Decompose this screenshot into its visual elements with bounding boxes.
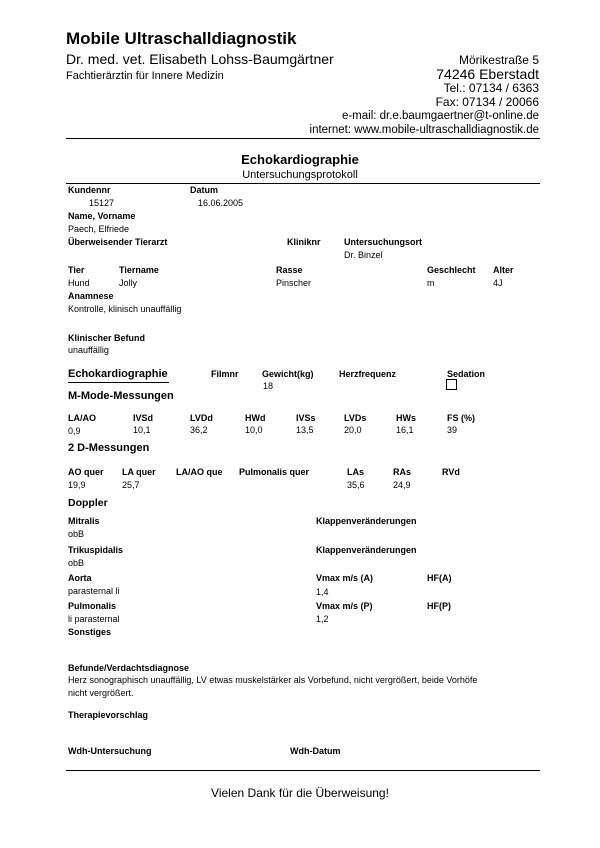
mmode-col-value: 10,1 — [133, 425, 151, 435]
report-title: Echokardiographie — [241, 152, 359, 167]
mmode-col-value: 13,5 — [296, 425, 314, 435]
mmode-col-label: IVSd — [133, 413, 154, 423]
weight-value: 18 — [263, 381, 274, 391]
footer-thanks: Vielen Dank für die Überweisung! — [211, 786, 389, 800]
mmode-heading: M-Mode-Messungen — [68, 390, 174, 402]
exam-location: Dr. Binzel — [344, 250, 383, 260]
sedation-label: Sedation — [447, 369, 486, 379]
2d-col-value: 24,9 — [393, 480, 411, 490]
sex-label: Geschlecht — [427, 265, 476, 275]
age-value: 4J — [493, 278, 503, 288]
echo-heading: Echokardiographie — [68, 368, 168, 380]
2d-col-label: LA/AO que — [176, 467, 223, 477]
tricuspid-label: Trikuspidalis — [68, 545, 124, 555]
2d-col-label: RVd — [442, 467, 460, 477]
aorta-label: Aorta — [68, 573, 92, 583]
mmode-col-label: LVDs — [344, 413, 367, 423]
owner-name: Paech, Elfriede — [68, 224, 130, 234]
mitralis-value: obB — [68, 529, 85, 539]
mmode-col-label: HWs — [396, 413, 416, 423]
mmode-col-value: 39 — [447, 425, 458, 435]
animal-value: Hund — [68, 278, 90, 288]
vmax-a-value: 1,4 — [316, 587, 329, 597]
doctor-name: Dr. med. vet. Elisabeth Lohss-Baumgärtner — [66, 51, 334, 67]
mmode-col-label: IVSs — [296, 413, 316, 423]
2d-heading: 2 D-Messungen — [68, 442, 150, 454]
hfp-label: HF(P) — [427, 601, 451, 611]
2d-col-value: 35,6 — [347, 480, 365, 490]
diagnosis-text-line2: nicht vergrößert. — [68, 688, 134, 698]
followup-date-label: Wdh-Datum — [290, 746, 341, 756]
2d-col-label: LAs — [347, 467, 365, 477]
pulmonalis-value: li parasternal — [68, 614, 120, 624]
vmax-p-value: 1,2 — [316, 614, 329, 624]
aorta-value: parasternal li — [68, 586, 120, 596]
anamnesis-value: Kontrolle, klinisch unauffällig — [68, 304, 182, 314]
breed-label: Rasse — [276, 265, 303, 275]
vmax-a-label: Vmax m/s (A) — [316, 573, 374, 583]
mmode-col-value: 20,0 — [344, 425, 362, 435]
mitralis-label: Mitralis — [68, 516, 100, 526]
address-city: 74246 Eberstadt — [436, 66, 539, 82]
specialty: Fachtierärztin für Innere Medizin — [66, 70, 224, 82]
mmode-col-value: 36,2 — [190, 425, 208, 435]
customer-number: 15127 — [89, 198, 115, 208]
name-label: Name, Vorname — [68, 211, 136, 221]
clinical-finding-value: unauffällig — [68, 345, 109, 355]
clinical-finding-label: Klinischer Befund — [68, 333, 146, 343]
date-value: 16.06.2005 — [198, 198, 244, 208]
mmode-col-label: LVDd — [190, 413, 213, 423]
address-street: Mörikestraße 5 — [458, 53, 539, 67]
sex-value: m — [427, 278, 435, 288]
diagnosis-text-line1: Herz sonographisch unauffällig, LV etwas muskelstärker als Vorbefund, nicht vergrößert, beide Vorhöfe — [68, 675, 478, 685]
footer-divider — [66, 770, 540, 771]
title-divider — [66, 183, 540, 184]
heart-rate-label: Herzfrequenz — [339, 369, 397, 379]
report-subtitle: Untersuchungsprotokoll — [242, 169, 358, 181]
echo-heading-underline — [68, 382, 169, 383]
mmode-col-value: 0,9 — [68, 426, 81, 436]
2d-col-label: AO quer — [68, 467, 104, 477]
vmax-p-label: Vmax m/s (P) — [316, 601, 373, 611]
diagnosis-label: Befunde/Verdachtsdiagnose — [68, 663, 190, 673]
referring-vet-label: Überweisender Tierarzt — [68, 237, 168, 247]
mmode-col-label: HWd — [245, 413, 266, 423]
tricuspid-value: obB — [68, 558, 85, 568]
exam-location-label: Untersuchungsort — [344, 237, 423, 247]
valve-changes-label: Klappenveränderungen — [316, 545, 417, 555]
weight-label: Gewicht(kg) — [262, 369, 314, 379]
therapy-label: Therapievorschlag — [68, 710, 149, 720]
header-divider — [66, 138, 540, 139]
hfa-label: HF(A) — [427, 573, 452, 583]
other-label: Sonstiges — [68, 627, 112, 637]
fax: Fax: 07134 / 20066 — [435, 95, 539, 109]
phone: Tel.: 07134 / 6363 — [443, 81, 539, 95]
2d-col-label: Pulmonalis quer — [239, 467, 310, 477]
animal-label: Tier — [68, 265, 85, 275]
date-label: Datum — [190, 185, 219, 195]
customer-number-label: Kundennr — [68, 185, 111, 195]
clinic-title: Mobile Ultraschalldiagnostik — [66, 29, 297, 48]
mmode-col-value: 16,1 — [396, 425, 414, 435]
sedation-checkbox[interactable] — [446, 379, 457, 390]
email-link[interactable]: e-mail: dr.e.baumgaertner@t-online.de — [341, 110, 539, 122]
mmode-col-label: FS (%) — [447, 413, 475, 423]
valve-changes-label: Klappenveränderungen — [316, 516, 417, 526]
pulmonalis-label: Pulmonalis — [68, 601, 117, 611]
followup-exam-label: Wdh-Untersuchung — [68, 746, 152, 756]
age-label: Alter — [493, 265, 514, 275]
anamnesis-label: Anamnese — [68, 291, 114, 301]
film-number-label: Filmnr — [211, 369, 239, 379]
2d-col-value: 25,7 — [122, 480, 140, 490]
breed-value: Pinscher — [276, 278, 312, 288]
clinic-number-label: Kliniknr — [287, 237, 321, 247]
2d-col-label: LA quer — [122, 467, 156, 477]
mmode-col-value: 10,0 — [245, 425, 263, 435]
2d-col-value: 19,9 — [68, 480, 86, 490]
doppler-heading: Doppler — [68, 497, 108, 509]
mmode-col-label: LA/AO — [68, 413, 96, 423]
pet-name-label: Tiername — [119, 265, 159, 275]
2d-col-label: RAs — [393, 467, 412, 477]
pet-name: Jolly — [119, 278, 138, 288]
website-link[interactable]: internet: www.mobile-ultraschalldiagnostik.de — [309, 124, 539, 136]
